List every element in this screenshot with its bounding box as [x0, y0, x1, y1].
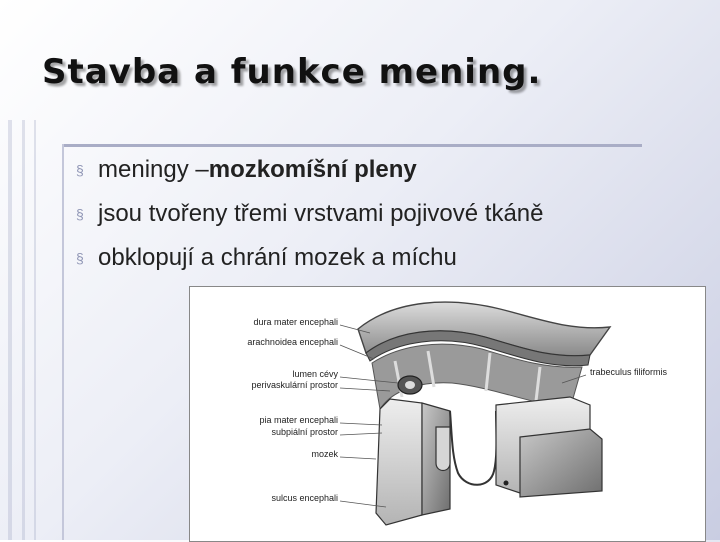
label-pia-mater: pia mater encephali: [259, 415, 338, 425]
bullet-item: [76, 148, 544, 192]
bullet-item: [76, 236, 544, 280]
meninges-illustration: [189, 286, 706, 542]
title-rule: [62, 144, 642, 147]
label-perivaskularni-prostor: perivaskulární prostor: [251, 380, 338, 390]
brain-block-left-shape: [376, 399, 422, 525]
bullet-text: jsou tvořeny třemi vrstvami pojivové tkáně: [98, 200, 544, 227]
label-mozek: mozek: [311, 449, 338, 459]
bullet-text: meningy –: [98, 156, 209, 183]
stripe: [34, 120, 36, 540]
content-rule: [62, 144, 64, 540]
pia-fold-shape: [436, 427, 450, 471]
label-lumen-cevy: lumen cévy: [292, 369, 338, 379]
stripe: [22, 120, 25, 540]
label-arachnoidea: arachnoidea encephali: [247, 337, 338, 347]
bullet-text: obklopují a chrání mozek a míchu: [98, 244, 457, 271]
bullet-marker-icon: §: [76, 162, 84, 178]
stripe: [8, 120, 12, 540]
bullet-list: [76, 148, 544, 280]
label-subpialni-prostor: subpiální prostor: [271, 427, 338, 437]
slide-title: Stavba a funkce mening.: [42, 52, 542, 92]
bullet-marker-icon: §: [76, 206, 84, 222]
bullet-marker-icon: §: [76, 250, 84, 266]
bullet-item: [76, 192, 544, 236]
bullet-bold-text: mozkomíšní pleny: [208, 156, 417, 183]
brain-block-right-side-shape: [520, 429, 602, 497]
label-sulcus: sulcus encephali: [271, 493, 338, 503]
label-trabeculus: trabeculus filiformis: [590, 367, 668, 377]
brain-surface-dot: [504, 481, 509, 486]
meninges-diagram: [190, 287, 705, 541]
sulcus-shape: [450, 411, 497, 485]
vessel-lumen-inner-shape: [405, 381, 415, 389]
label-dura-mater: dura mater encephali: [253, 317, 338, 327]
